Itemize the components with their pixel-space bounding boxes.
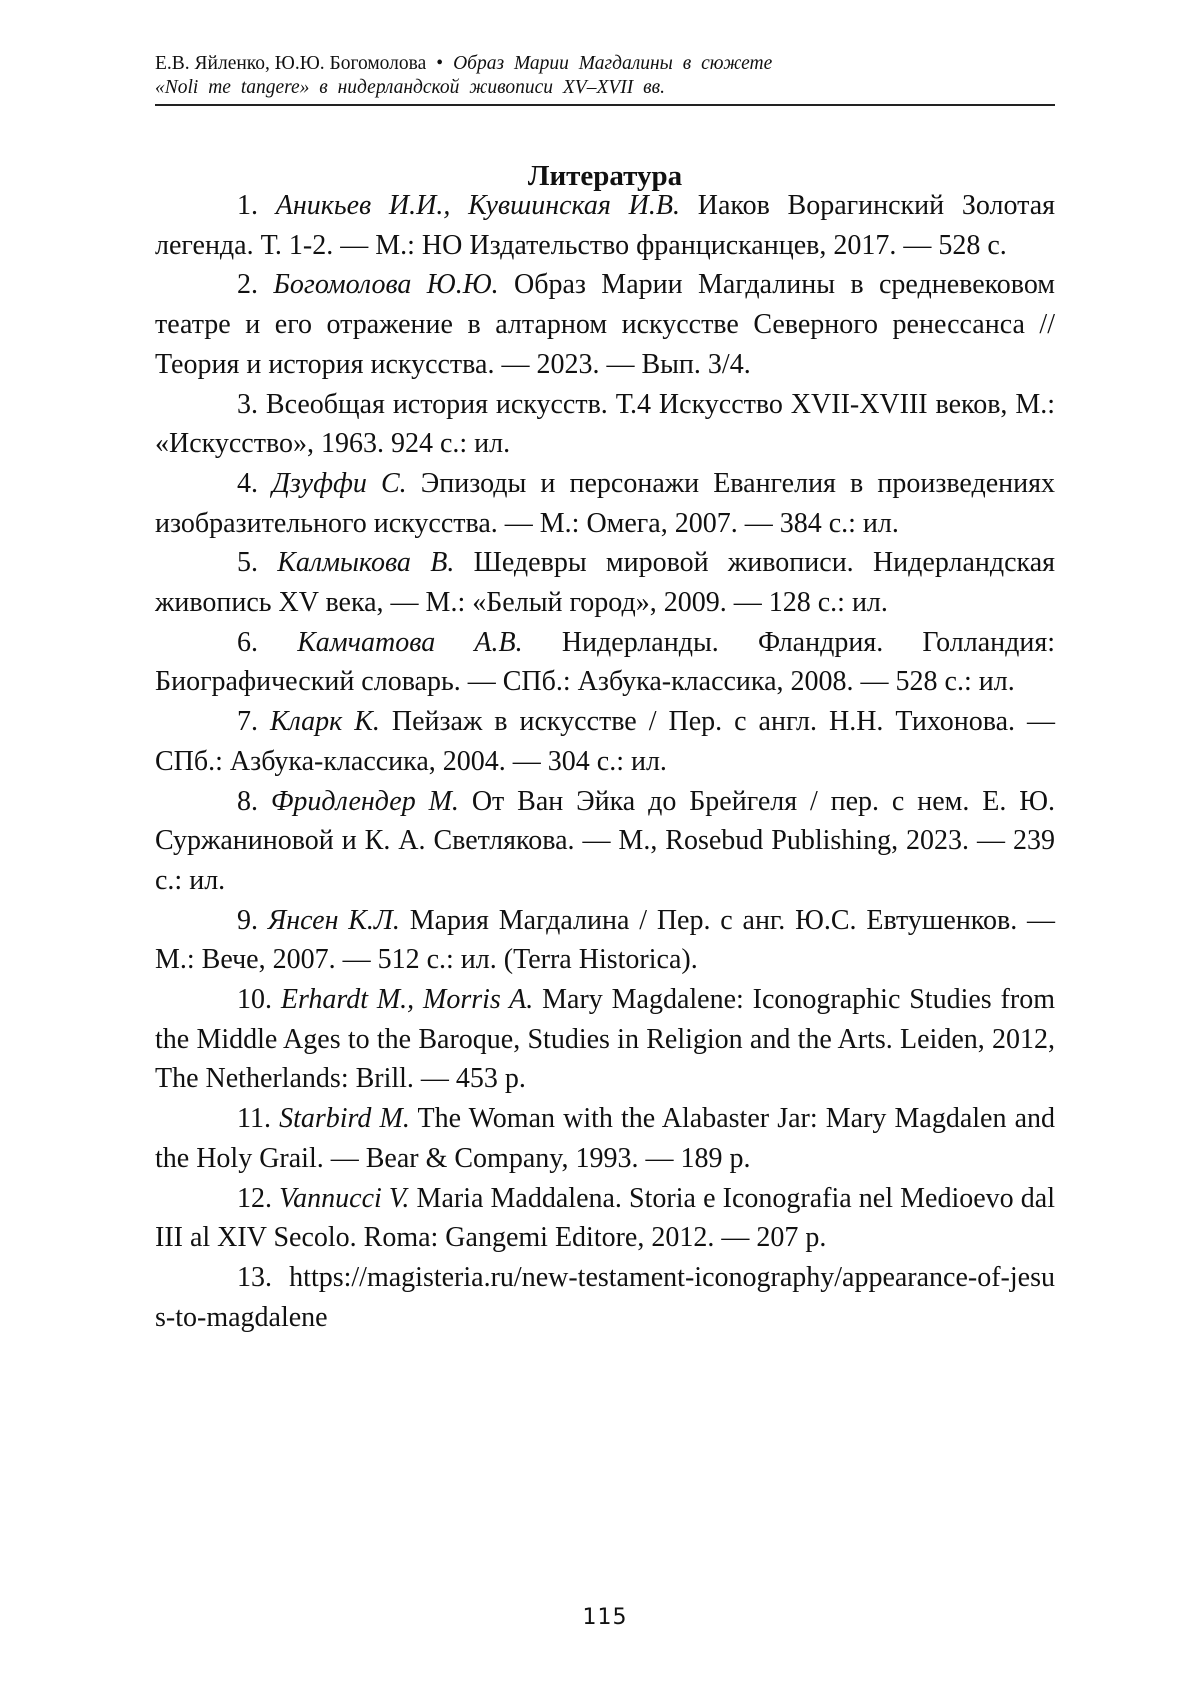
reference-number: 10.	[237, 984, 272, 1015]
reference-number: 7.	[237, 706, 258, 737]
reference-text: Нидерланды. Фландрия. Голландия: Биографический словарь. — СПб.: Азбука-классика, 2008. — 528 с.: ил.	[155, 627, 1055, 698]
header-divider	[155, 104, 1055, 106]
reference-item	[155, 186, 1055, 265]
reference-item	[155, 702, 1055, 781]
reference-number: 4.	[237, 468, 258, 499]
reference-number: 6.	[237, 627, 258, 658]
reference-item	[155, 543, 1055, 622]
header-title-line-1: Образ Марии Магдалины в сюжете	[453, 53, 772, 74]
reference-text: От Ван Эйка до Брейгеля / пер. с нем. Е. Ю. Суржаниновой и К. А. Светлякова. — М., Rosebud Publishing, 2023. — 239 с.: ил.	[155, 786, 1055, 896]
reference-number: 11.	[237, 1103, 271, 1134]
reference-item	[155, 1099, 1055, 1178]
document-page	[0, 0, 1200, 1703]
reference-text: Mary Magdalene: Iconographic Studies from the Middle Ages to the Baroque, Studies in Religion and the Arts. Leiden, 2012, The Netherlands: Brill. — 453 p.	[155, 984, 1055, 1094]
running-header-line-1	[155, 52, 1055, 76]
reference-text: Мария Магдалина / Пер. с анг. Ю.С. Евтушенков. — М.: Вече, 2007. — 512 с.: ил. (Terra Historica).	[155, 905, 1055, 976]
reference-text: Пейзаж в искусстве / Пер. с англ. Н.Н. Тихонова. — СПб.: Азбука-классика, 2004. — 304 с.: ил.	[155, 706, 1055, 777]
reference-number: 12.	[237, 1183, 272, 1214]
reference-author: Калмыкова В.	[277, 547, 454, 578]
running-header	[155, 52, 1055, 100]
reference-item	[155, 980, 1055, 1099]
reference-text: Всеобщая история искусств. Т.4 Искусство XVII-XVIII веков, М.: «Искусство», 1963. 924 с.: ил.	[155, 389, 1055, 460]
reference-text: Maria Maddalena. Storia e Iconografia nel Medioevo dal III al XIV Secolo. Roma: Gangemi Editore, 2012. — 207 p.	[155, 1183, 1055, 1254]
reference-author: Камчатова А.В.	[297, 627, 522, 658]
reference-list	[155, 186, 1055, 1337]
reference-author: Vannucci V.	[279, 1183, 409, 1214]
reference-author: Богомолова Ю.Ю.	[273, 269, 498, 300]
section-title: Литература	[155, 156, 1055, 196]
reference-author: Кларк К.	[270, 706, 380, 737]
reference-author: Янсен К.Л.	[268, 905, 400, 936]
reference-text: Эпизоды и персонажи Евангелия в произведениях изобразительного искусства. — М.: Омега, 2007. — 384 с.: ил.	[155, 468, 1055, 539]
reference-item	[155, 464, 1055, 543]
reference-item	[155, 1179, 1055, 1258]
header-title-line-2: «Noli me tangere» в нидерландской живописи XV–XVII вв.	[155, 77, 665, 98]
reference-number: 2.	[237, 269, 258, 300]
reference-item	[155, 385, 1055, 464]
reference-text: Шедевры мировой живописи. Нидерландская живопись XV века, — М.: «Белый город», 2009. — 128 с.: ил.	[155, 547, 1055, 618]
page-number: 115	[155, 1604, 1055, 1632]
reference-item	[155, 265, 1055, 384]
header-separator: •	[436, 53, 443, 74]
reference-number: 13.	[237, 1262, 272, 1293]
reference-item	[155, 782, 1055, 901]
running-header-line-2	[155, 76, 1055, 100]
reference-number: 8.	[237, 786, 258, 817]
reference-item	[155, 623, 1055, 702]
reference-author: Аникьев И.И., Кувшинская И.В.	[276, 190, 680, 221]
reference-number: 1.	[237, 190, 258, 221]
reference-number: 3.	[237, 389, 258, 420]
reference-text: Образ Марии Магдалины в средневековом театре и его отражение в алтарном искусстве Северного ренессанса // Теория и история искусства. — 2023. — Вып. 3/4.	[155, 269, 1055, 379]
reference-item	[155, 901, 1055, 980]
reference-text: The Woman with the Alabaster Jar: Mary Magdalen and the Holy Grail. — Bear & Company, 1993. — 189 p.	[155, 1103, 1055, 1174]
header-authors: Е.В. Яйленко, Ю.Ю. Богомолова	[155, 53, 426, 74]
reference-number: 9.	[237, 905, 258, 936]
reference-author: Дзуффи С.	[272, 468, 407, 499]
reference-author: Фридлендер М.	[271, 786, 459, 817]
reference-url[interactable]: https://magisteria.ru/new-testament-iconography/appearance-of-jesus-to-magdalene	[155, 1262, 1055, 1333]
reference-item	[155, 1258, 1055, 1337]
reference-number: 5.	[237, 547, 258, 578]
reference-text: Иаков Ворагинский Золотая легенда. Т. 1-2. — М.: НО Издательство францисканцев, 2017. — 528 с.	[155, 190, 1055, 261]
reference-author: Starbird M.	[279, 1103, 410, 1134]
reference-author: Erhardt M., Morris A.	[281, 984, 533, 1015]
